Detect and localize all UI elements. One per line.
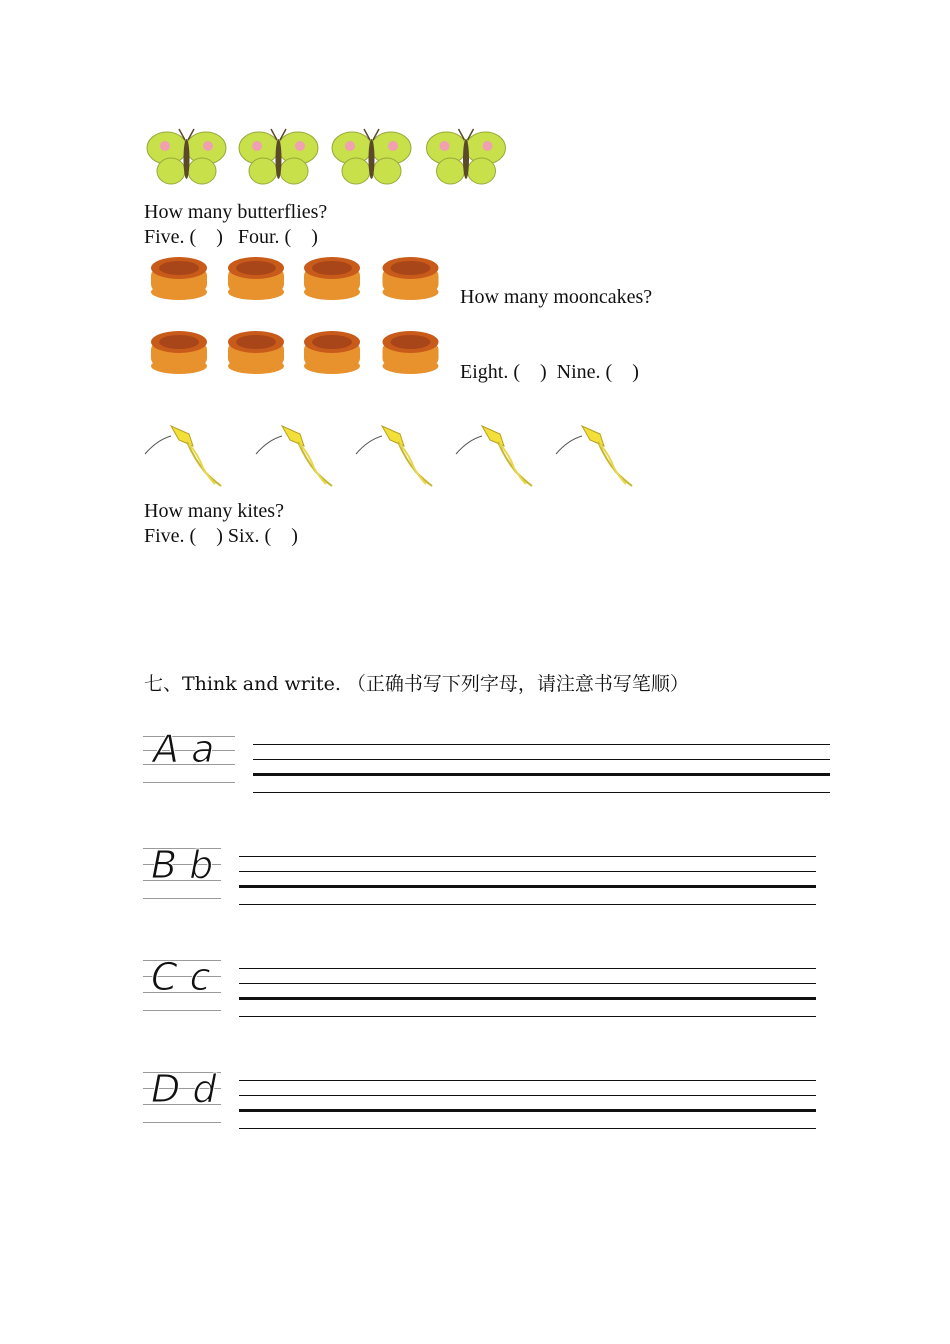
letter-sample-aa — [143, 727, 235, 784]
writing-lines-cc[interactable] — [239, 968, 816, 1018]
mooncakes-options: Eight. ( ) Nine. ( ) — [460, 361, 639, 383]
mooncake-icon — [220, 324, 292, 378]
mooncake-icon — [372, 250, 449, 304]
letter-glyph: B b — [151, 843, 214, 887]
butterfly-icon — [235, 126, 322, 190]
mooncakes-question: How many mooncakes? — [460, 286, 653, 308]
mooncake-icon — [372, 324, 449, 378]
letter-glyph: A a — [153, 727, 215, 771]
letter-sample-bb — [143, 842, 221, 900]
mooncake-icon — [220, 250, 292, 304]
writing-lines-dd[interactable] — [239, 1080, 816, 1130]
butterflies-question: How many butterflies? — [144, 201, 328, 223]
kite-icon — [254, 420, 336, 488]
mooncake-icon — [296, 250, 368, 304]
kite-icon — [143, 420, 225, 488]
section-heading: 七、Think and write. （正确书写下列字母，请注意书写笔顺） — [144, 673, 689, 695]
kites-question: How many kites? — [144, 500, 284, 522]
writing-lines-bb[interactable] — [239, 856, 816, 906]
mooncake-icon — [143, 250, 215, 304]
letter-glyph: D d — [151, 1067, 217, 1111]
butterflies-options: Five. ( ) Four. ( ) — [144, 226, 318, 248]
letter-sample-cc — [143, 954, 221, 1012]
butterfly-icon — [143, 126, 230, 190]
mooncake-icon — [143, 324, 215, 378]
letter-glyph: C c — [151, 955, 211, 999]
kite-icon — [354, 420, 436, 488]
mooncake-icon — [296, 324, 368, 378]
letter-sample-dd — [143, 1066, 221, 1124]
butterfly-icon — [422, 126, 510, 190]
kites-options: Five. ( ) Six. ( ) — [144, 525, 298, 547]
writing-lines-aa[interactable] — [253, 744, 830, 794]
kite-icon — [554, 420, 636, 488]
butterfly-icon — [328, 126, 415, 190]
kite-icon — [454, 420, 536, 488]
